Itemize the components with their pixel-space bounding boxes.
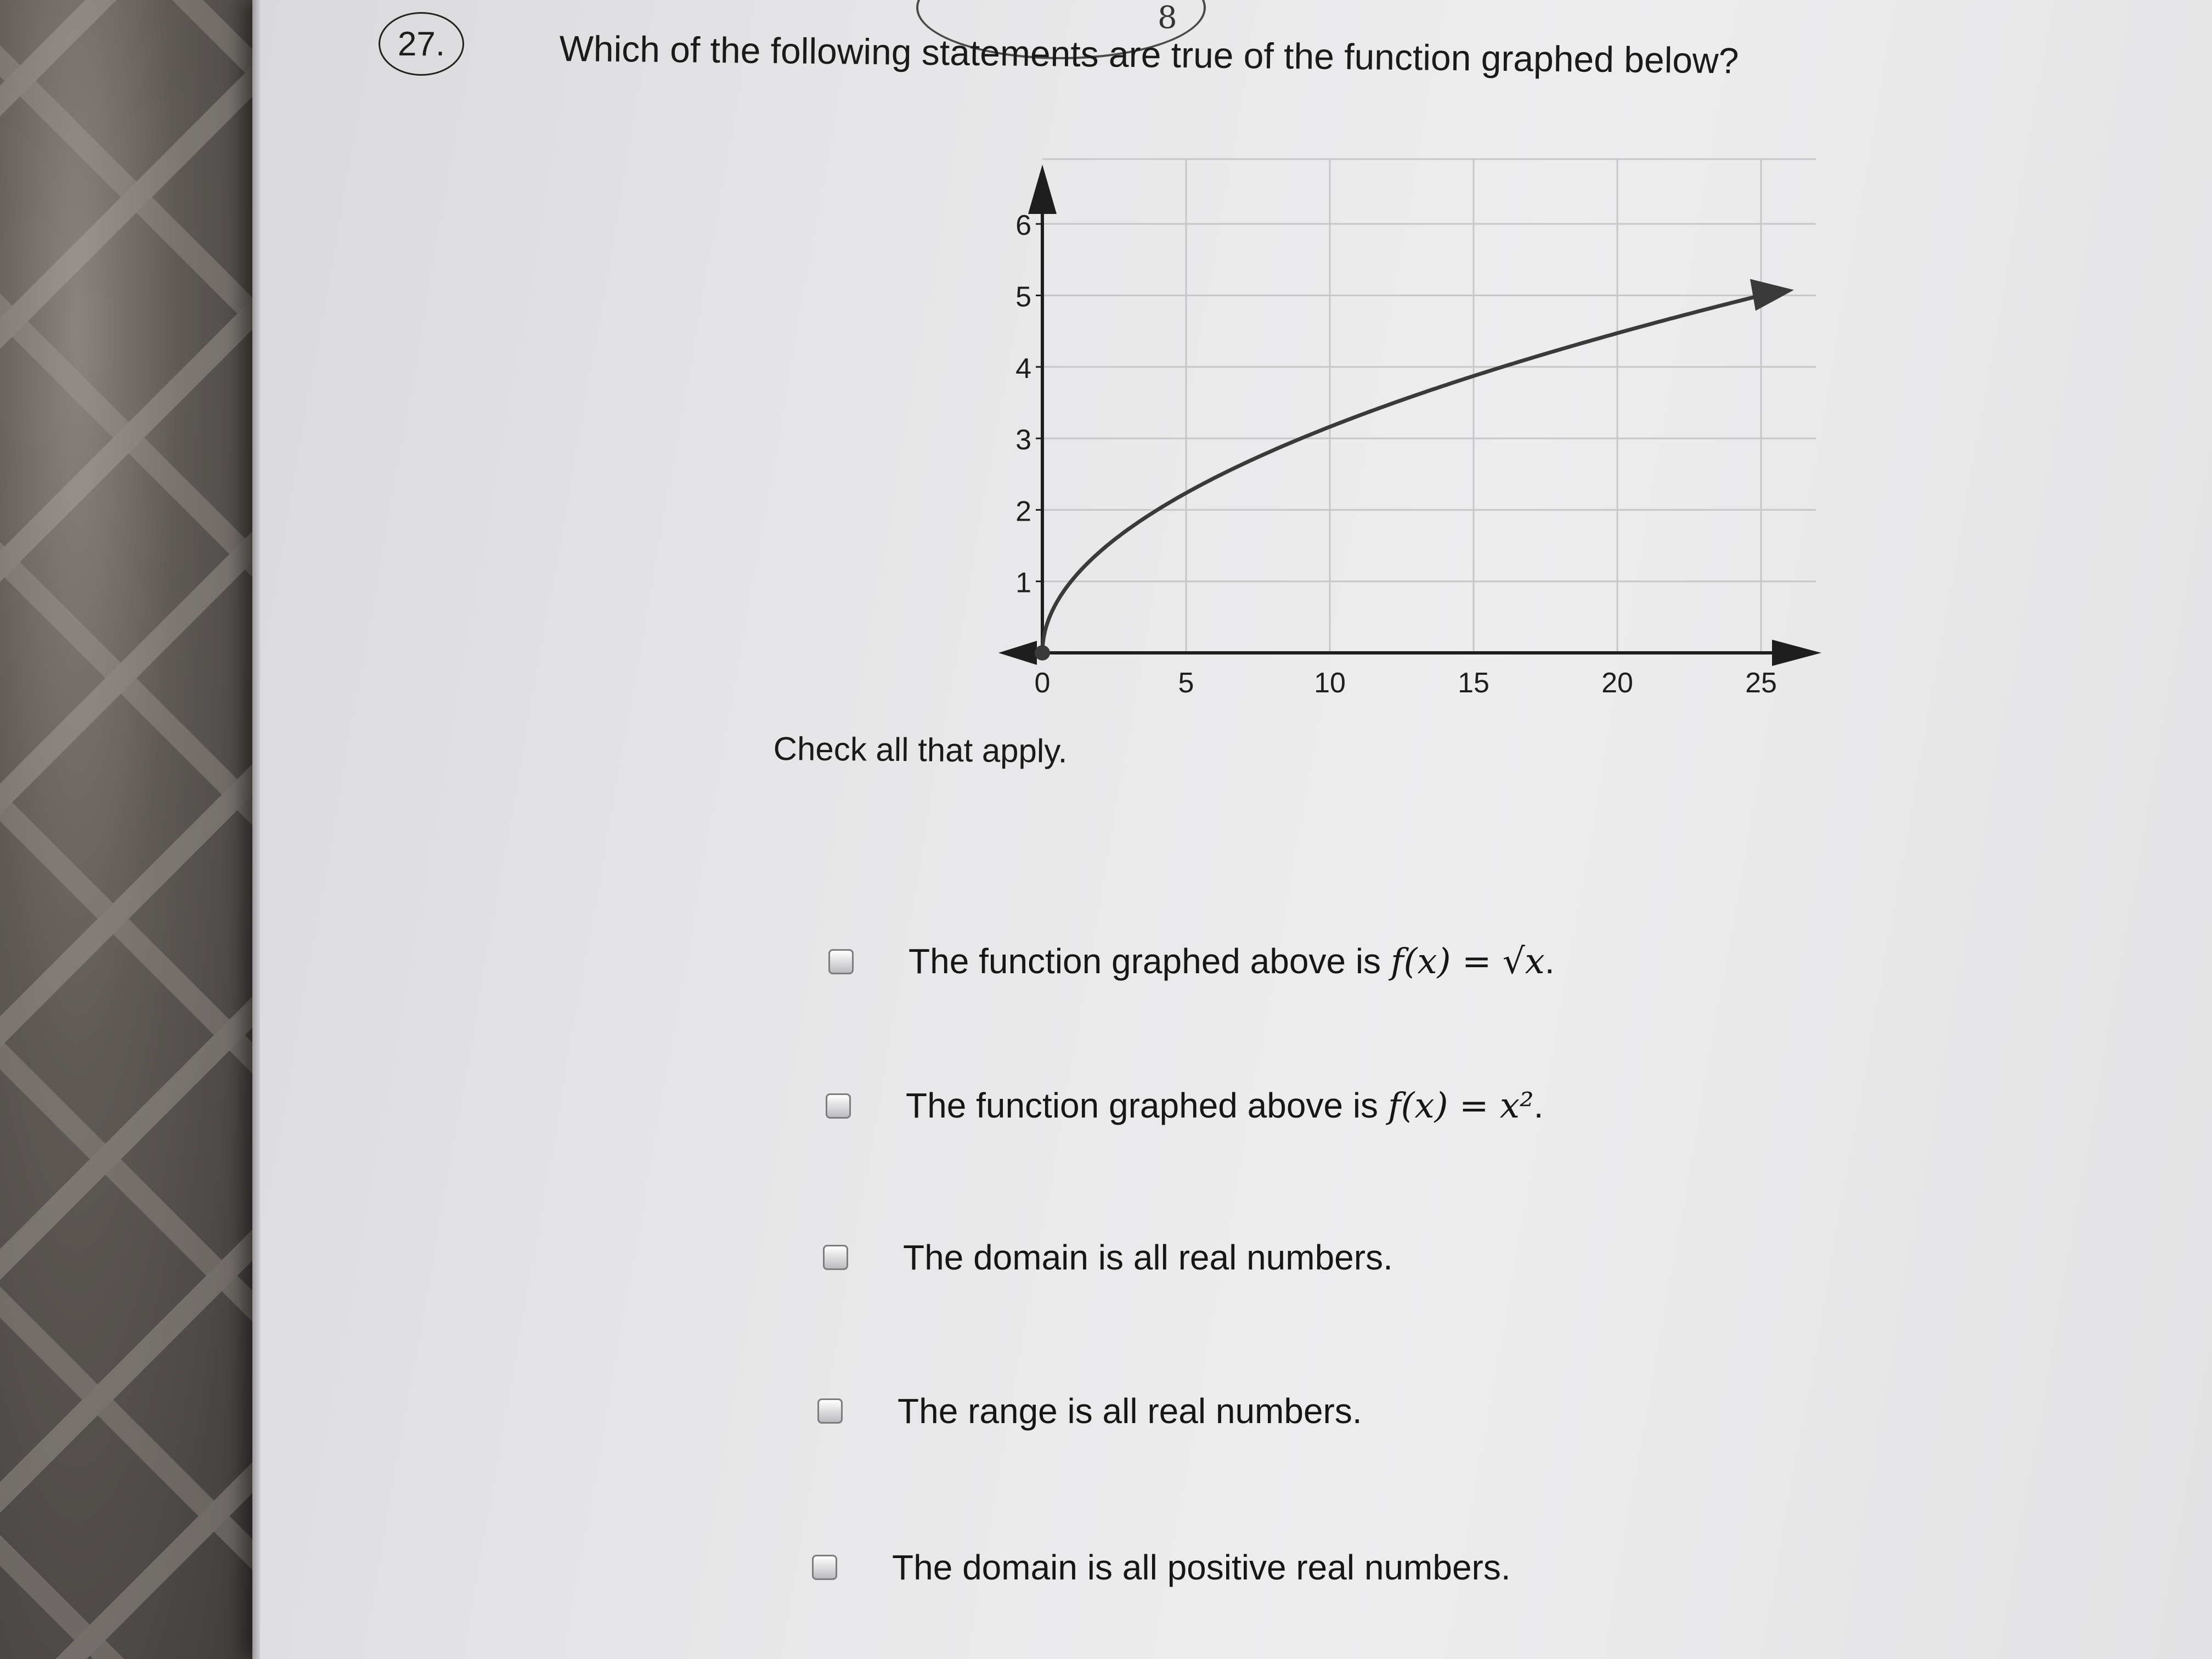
option-sqrt-suffix: . xyxy=(1544,941,1555,981)
x-tick-label: 15 xyxy=(1458,667,1489,699)
y-tick-label: 3 xyxy=(1015,424,1031,456)
option-range-real[interactable] xyxy=(817,1391,1362,1431)
y-tick-label: 1 xyxy=(1015,567,1031,599)
x-tick-label: 10 xyxy=(1314,667,1346,699)
checkbox-domain-real[interactable] xyxy=(823,1245,848,1270)
option-domain-positive[interactable] xyxy=(812,1547,1511,1588)
option-range-real-label: The range is all real numbers. xyxy=(898,1391,1362,1431)
y-tick-label: 2 xyxy=(1015,495,1031,528)
option-square-math: f(x) = x² xyxy=(1387,1086,1534,1126)
option-sqrt-prefix: The function graphed above is xyxy=(909,941,1391,981)
y-tick-label: 4 xyxy=(1015,352,1031,385)
question-text: Which of the following statements are true of the function graphed below? xyxy=(559,27,1739,81)
instruction-text: Check all that apply. xyxy=(773,730,1068,770)
x-tick-label: 5 xyxy=(1178,667,1194,699)
option-square[interactable] xyxy=(826,1085,1543,1126)
checkbox-square[interactable] xyxy=(826,1093,851,1119)
checkbox-domain-positive[interactable] xyxy=(812,1555,837,1580)
option-square-label xyxy=(906,1085,1543,1126)
x-tick-label: 0 xyxy=(1034,667,1051,699)
option-sqrt-math: f(x) = √x xyxy=(1390,941,1545,982)
x-tick-label: 20 xyxy=(1601,667,1633,699)
option-domain-positive-label: The domain is all positive real numbers. xyxy=(892,1548,1511,1587)
option-domain-real[interactable] xyxy=(823,1237,1393,1278)
y-tick-label: 5 xyxy=(1015,281,1031,313)
option-square-prefix: The function graphed above is xyxy=(906,1086,1388,1125)
checkbox-sqrt[interactable] xyxy=(828,949,854,974)
option-square-suffix: . xyxy=(1533,1086,1544,1125)
checkbox-range-real[interactable] xyxy=(817,1398,843,1424)
margin-mark: 8 xyxy=(1158,0,1177,36)
question-number-label: 27. xyxy=(397,25,445,63)
x-tick-label: 25 xyxy=(1745,667,1777,699)
option-sqrt-label xyxy=(909,941,1555,982)
y-tick-label: 6 xyxy=(1015,210,1031,242)
option-sqrt[interactable] xyxy=(828,941,1555,982)
option-domain-real-label: The domain is all real numbers. xyxy=(903,1238,1393,1277)
